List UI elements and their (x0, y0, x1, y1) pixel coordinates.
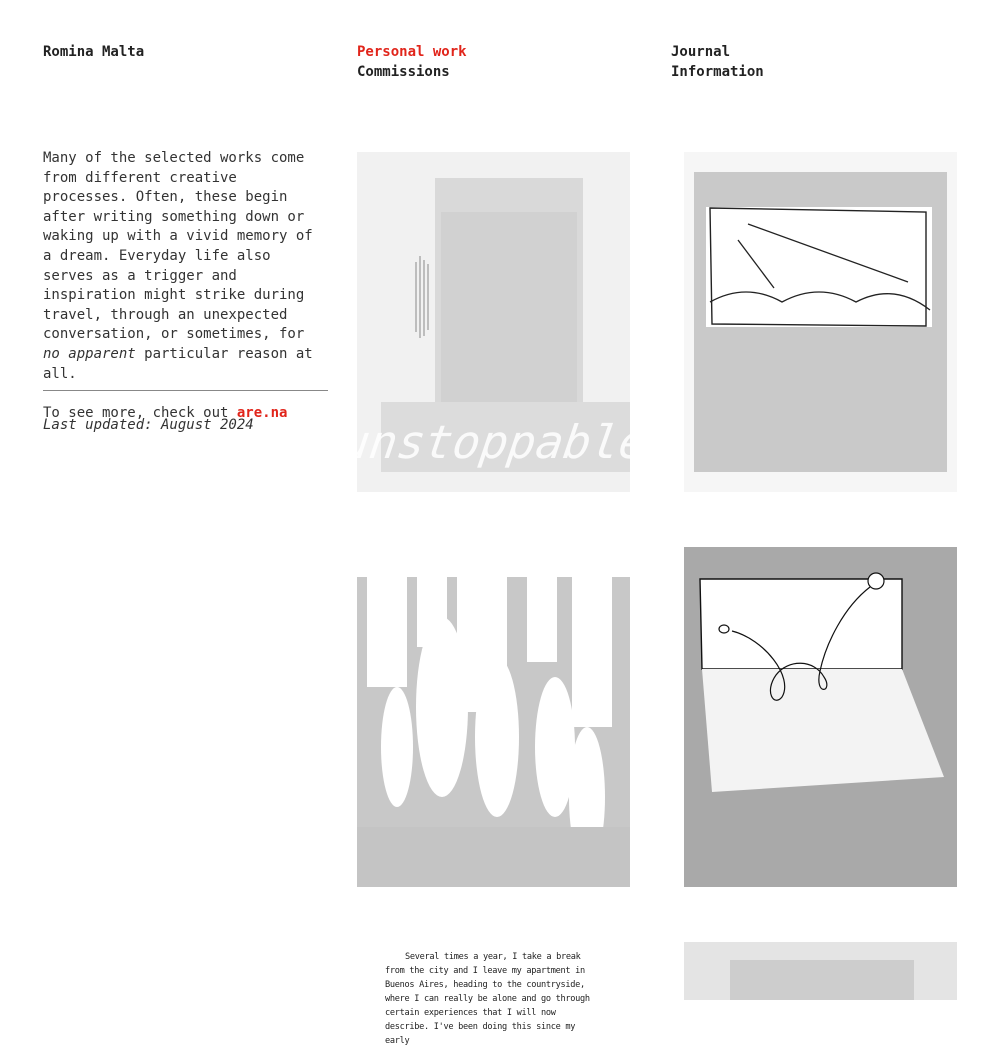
work-tile-3[interactable] (357, 547, 630, 887)
text-excerpt: Several times a year, I take a break from the city and I leave my apartment in Buenos Aires, heading to the countryside, where I can really be alone and go through certain experiences that I will now describe. I've been doing this since my early (385, 952, 590, 1046)
divider (43, 390, 328, 391)
poster-image (338, 152, 651, 492)
intro-text (43, 149, 329, 423)
last-updated: Last updated: August 2024 (43, 417, 254, 433)
work-tile-5[interactable] (357, 942, 630, 1046)
work-tile-1[interactable] (338, 152, 651, 492)
box-drawing-image (684, 547, 957, 887)
arena-link[interactable]: are.na (236, 404, 288, 421)
work-tile-2[interactable] (684, 152, 957, 492)
work-tile-6[interactable] (684, 942, 957, 1000)
work-tile-4[interactable] (684, 547, 957, 887)
see-more-line: To see more, check out are.na (43, 404, 288, 421)
site-name[interactable]: Romina Malta (43, 44, 145, 60)
nav-primary (357, 42, 467, 82)
nav-journal[interactable]: Journal (671, 44, 731, 60)
crowd-image (357, 547, 630, 887)
arch-drawing-image (684, 152, 957, 492)
poster-text: unstoppable (338, 415, 651, 469)
nav-information[interactable]: Information (671, 64, 764, 80)
grey-print-image (684, 942, 957, 1000)
nav-secondary (671, 42, 764, 82)
nav-commissions[interactable]: Commissions (357, 64, 450, 80)
intro-paragraph: Many of the selected works come from different creative processes. Often, these begin after writing something down or waking up with a vivid memory of a dream. Everyday life also serves as a trigger and inspiration might strike during travel, through an unexpected conversation, or sometimes, for no apparent particular reason at all. (43, 150, 313, 382)
nav-personal-work[interactable]: Personal work (357, 44, 467, 60)
